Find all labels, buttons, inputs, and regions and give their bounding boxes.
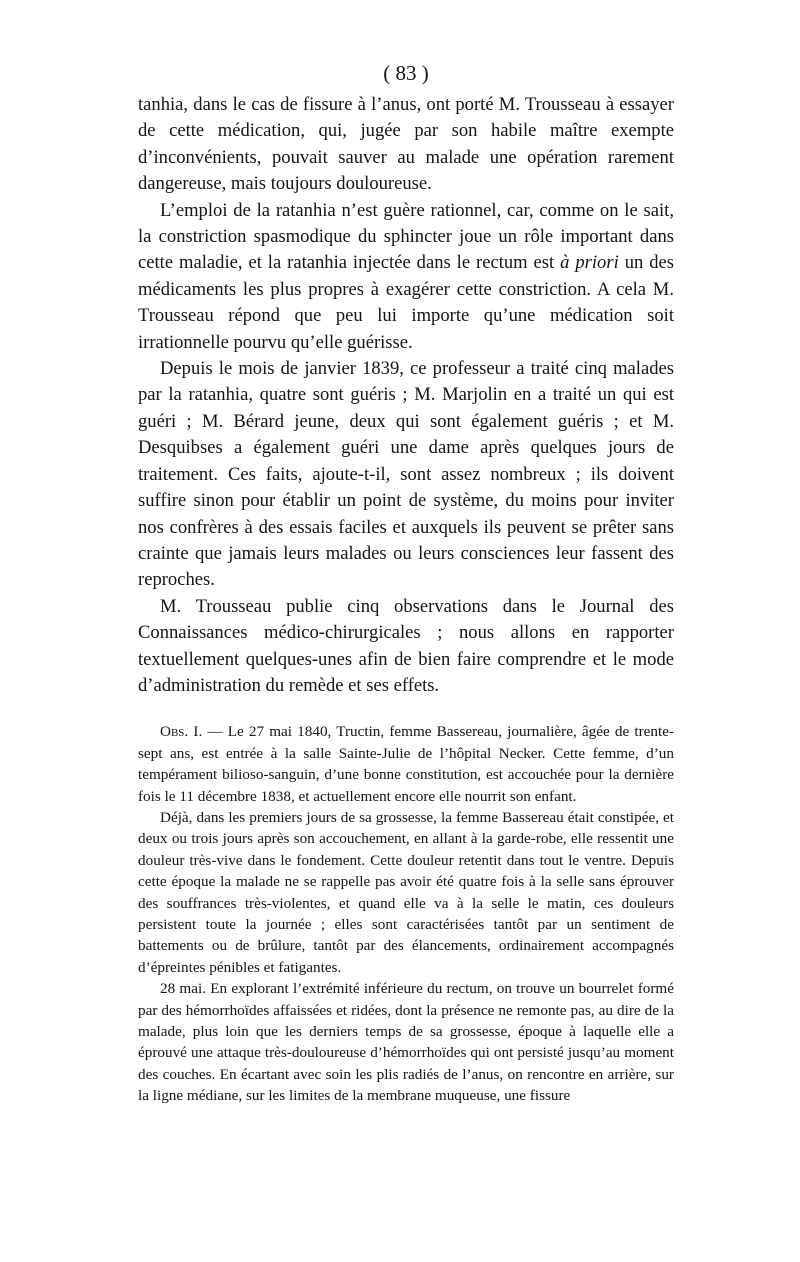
observation-paragraph-3: 28 mai. En explorant l’extrémité inférieure du rectum, on trouve un bourrelet formé par des hémorrhoïdes affaissées et ridées, dont la présence ne remonte pas, au dire de la malade, plus loin que les derniers temps de sa grossesse, époque à laquelle elle a éprouvé une attaque très-douloureuse d’hémorrhoïdes qui ont persisté jusqu’au moment des couches. En écartant avec soin les plis radiés de l’anus, on rencontre en arrière, sur la ligne médiane, sur les limites de la membrane muqueuse, une fissure bbox=[138, 980, 674, 1105]
paragraph-4: M. Trousseau publie cinq observations dans le Journal des Connaissances médico-chirurgicales ; nous allons en rapporter textuellement quelques-unes afin de bien faire comprendre et le mode d’administration du remède et ses effets. bbox=[138, 595, 674, 696]
paragraph-1: tanhia, dans le cas de fissure à l’anus, ont porté M. Trousseau à essayer de cette médication, qui, jugée par son habile maître exempte d’inconvénients, pouvait sauver au malade une opération rarement dangereuse, mais toujours douloureuse. bbox=[138, 94, 674, 195]
observation-paragraph-2: Déjà, dans les premiers jours de sa grossesse, la femme Bassereau était constipée, et deux ou trois jours après son accouchement, en allant à la garde-robe, elle ressentit une douleur très-vive dans le fondement. Cette douleur retentit dans tout le ventre. Depuis cette époque la malade ne se rappelle pas avoir été quatre fois à la selle sans éprouver des souffrances très-violentes, et quand elle va à la selle le matin, ces douleurs persistent toute la journée ; elles sont caractérisées tantôt par un sentiment de battements ou de brûlure, tantôt par des élancements, ordinairement accompagnés d’épreintes pénibles et fatigantes. bbox=[138, 808, 674, 976]
observation-paragraph-1 bbox=[138, 721, 674, 807]
paragraph-3: Depuis le mois de janvier 1839, ce professeur a traité cinq malades par la ratanhia, quatre sont guéris ; M. Marjolin en a traité un qui est guéri ; M. Bérard jeune, deux qui sont également guéris ; et M. Desquibses a également guéri une dame après quelques jours de traitement. Ces faits, ajoute-t-il, sont assez nombreux ; ils doivent suffire sinon pour établir un point de système, du moins pour inviter nos confrères à des essais faciles et auxquels ils peuvent se prêter sans crainte que jamais leurs malades ou leurs consciences leur fassent des reproches. bbox=[138, 358, 674, 591]
italic-a-priori: à priori bbox=[560, 252, 619, 274]
observation-paragraph-1-text: I. — Le 27 mai 1840, Tructin, femme Bassereau, journalière, âgée de trente-sept ans, est entrée à la salle Sainte-Julie de l’hôpital Necker. Cette femme, d’un tempérament bilioso-sanguin, d’une bonne constitution, est accouchée pour la dernière fois le 11 décembre 1838, et actuellement encore elle nourrit son enfant. bbox=[138, 723, 674, 805]
page-number: ( 83 ) bbox=[383, 61, 429, 85]
observation-section bbox=[138, 721, 674, 1106]
paragraph-2 bbox=[138, 198, 674, 356]
observation-label: Obs. bbox=[160, 723, 189, 741]
book-page bbox=[138, 58, 674, 1107]
paragraph-2-after: un des médicaments les plus propres à exagérer cette constriction. A cela M. Trousseau répond que peu lui importe qu’une médication soit irrationnelle pourvu qu’elle guérisse. bbox=[138, 252, 674, 353]
main-text bbox=[138, 92, 674, 699]
paragraph-2-before: L’emploi de la ratanhia n’est guère rationnel, car, comme on le sait, la constriction spasmodique du sphincter joue un rôle important dans cette maladie, et la ratanhia injectée dans le rectum est bbox=[138, 199, 674, 274]
